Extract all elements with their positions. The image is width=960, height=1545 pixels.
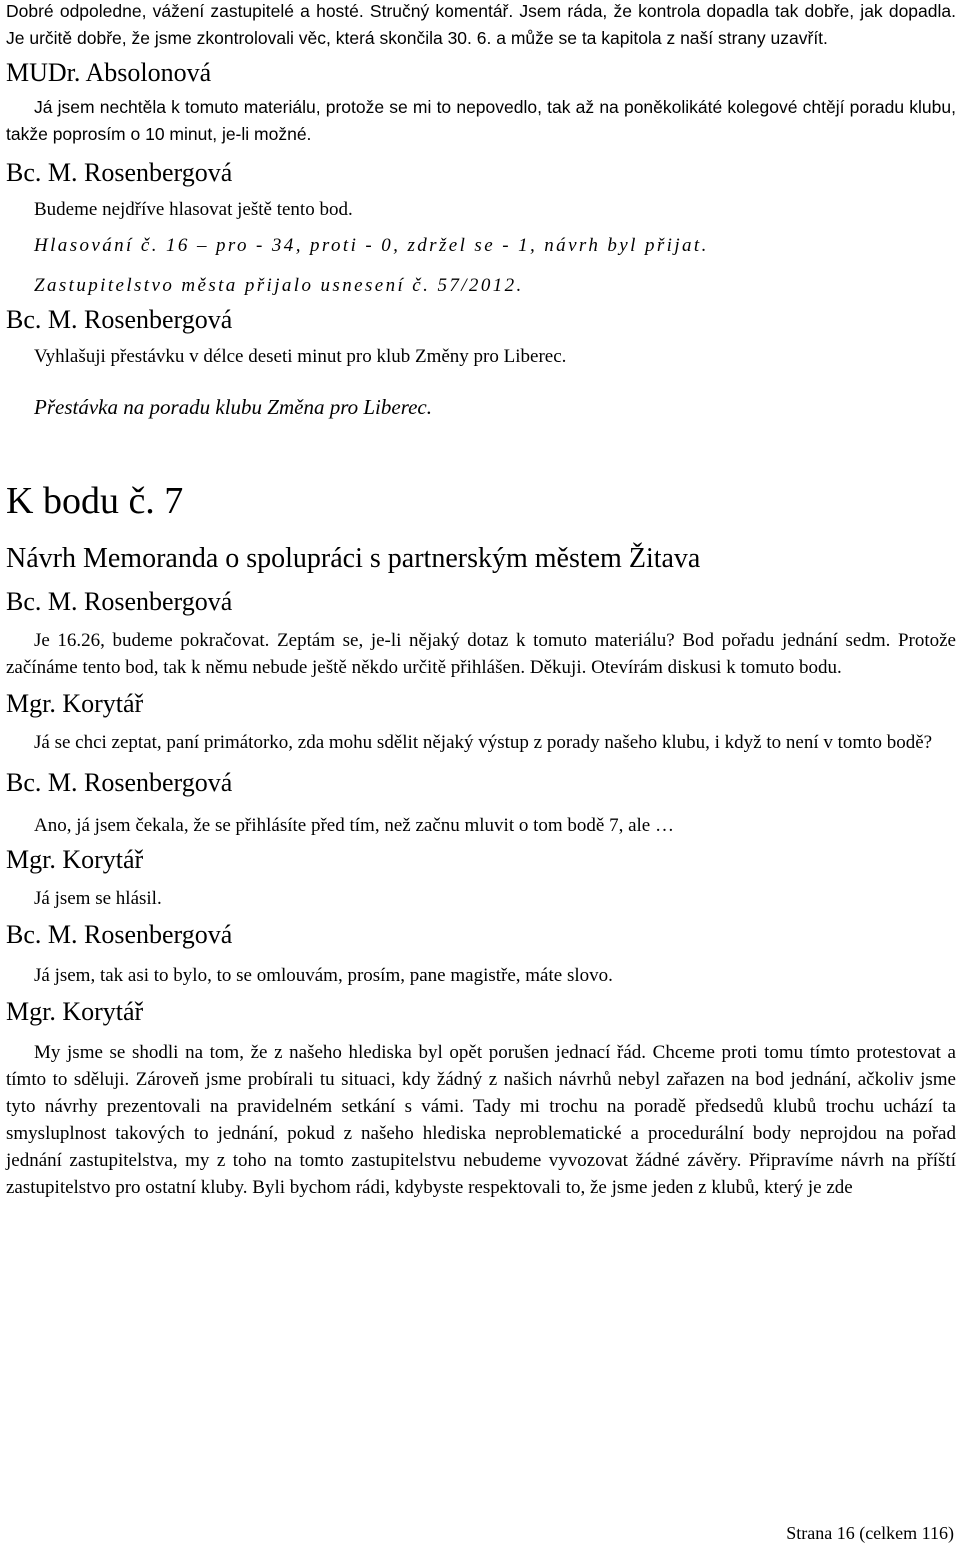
paragraph-korytar-2: Já jsem se hlásil.	[34, 888, 162, 909]
speaker-rosenbergova-2: Bc. M. Rosenbergová	[6, 305, 233, 334]
pause-note: Přestávka na poradu klubu Změna pro Liberec.	[34, 395, 432, 419]
vote-result: Hlasování č. 16 – pro - 34, proti - 0, zdržel se - 1, návrh byl přijat.	[34, 235, 709, 256]
paragraph-absolonova: Já jsem nechtěla k tomuto materiálu, protože se mi to nepovedlo, tak až na poněkolikáté kolegové chtějí poradu klubu, takže poprosím o 10 minut, je-li možné.	[6, 97, 956, 144]
document-page	[6, 0, 956, 1201]
paragraph-korytar-3: My jsme se shodli na tom, že z našeho hlediska byl opět porušen jednací řád. Chceme proti tomu tímto protestovat a tímto to sděluji. Zároveň jsme probírali tu situaci, kdy žádný z našich návrhů nebyl zařazen na bod jednání, ačkoliv jsme tyto návrhy prezentovali na pravidelném setkání s vámi. Tady mi trochu na poradě předsedů klubů trochu uchází ta smysluplnost takových to jednání, pokud z našeho hlediska neproblematické a procedurální body neprojdou na pořad jednání zastupitelstva, my z toho na tomto zastupitelstvu nebudeme vyvozovat žádné závěry. Připravíme návrh na příští zastupitelstvo pro ostatní kluby. Byli bychom rádi, kdybyste respektovali to, že jsme jeden z klubů, který je zde	[6, 1042, 956, 1198]
speaker-korytar-3: Mgr. Korytář	[6, 997, 144, 1026]
intro-paragraph: Dobré odpoledne, vážení zastupitelé a hosté. Stručný komentář. Jsem ráda, že kontrola dopadla tak dobře, jak dopadla. Je určitě dobře, že jsme zkontrolovali věc, která skončila 30. 6. a může se ta kapitola z naší strany uzavřít.	[6, 1, 956, 48]
paragraph-rosenbergova-4: Ano, já jsem čekala, že se přihlásíte před tím, než začnu mluvit o tom bodě 7, ale …	[34, 815, 674, 836]
speaker-rosenbergova-3: Bc. M. Rosenbergová	[6, 587, 233, 616]
section-heading: K bodu č. 7	[6, 480, 184, 522]
speaker-absolonova: MUDr. Absolonová	[6, 58, 212, 87]
speaker-rosenbergova-4: Bc. M. Rosenbergová	[6, 768, 233, 797]
section-subheading: Návrh Memoranda o spolupráci s partnerským městem Žitava	[6, 543, 701, 574]
speaker-rosenbergova-5: Bc. M. Rosenbergová	[6, 920, 233, 949]
page-number: Strana 16 (celkem 116)	[786, 1523, 954, 1543]
paragraph-rosenbergova-2: Vyhlašuji přestávku v délce deseti minut pro klub Změny pro Liberec.	[34, 346, 567, 367]
paragraph-rosenbergova-1: Budeme nejdříve hlasovat ještě tento bod.	[34, 199, 353, 220]
speaker-rosenbergova-1: Bc. M. Rosenbergová	[6, 158, 233, 187]
resolution-line: Zastupitelstvo města přijalo usnesení č. 57/2012.	[34, 275, 524, 296]
paragraph-rosenbergova-5: Já jsem, tak asi to bylo, to se omlouvám, prosím, pane magistře, máte slovo.	[34, 965, 613, 986]
paragraph-korytar-1: Já se chci zeptat, paní primátorko, zda mohu sdělit nějaký výstup z porady našeho klubu, i když to není v tomto bodě?	[34, 732, 933, 753]
speaker-korytar-1: Mgr. Korytář	[6, 689, 144, 718]
paragraph-rosenbergova-3: Je 16.26, budeme pokračovat. Zeptám se, je-li nějaký dotaz k tomuto materiálu? Bod pořadu jednání sedm. Protože začínáme tento bod, tak k němu nebude ještě někdo určitě přihlášen. Děkuji. Otevírám diskusi k tomuto bodu.	[6, 630, 956, 678]
speaker-korytar-2: Mgr. Korytář	[6, 845, 144, 874]
